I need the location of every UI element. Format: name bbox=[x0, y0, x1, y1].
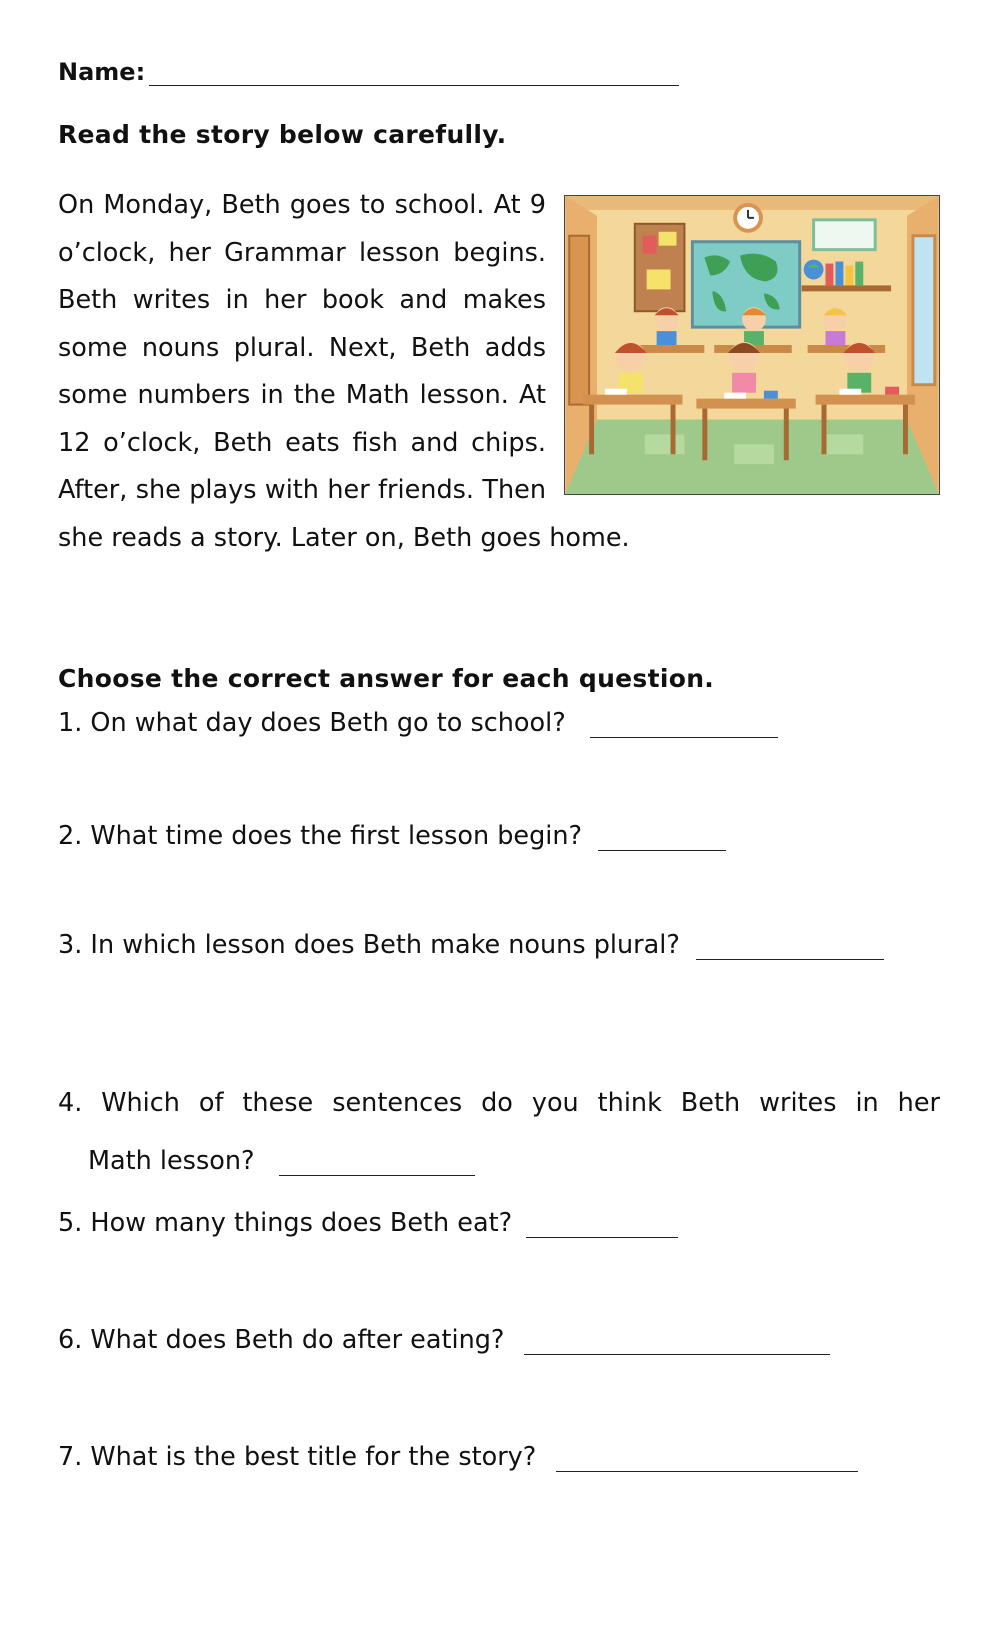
story-text: On Monday, Beth goes to school. At 9 o’clock, her Grammar lesson begins. Beth writes in her book and makes some nouns plural. Next, Beth adds some numbers in the Math lesson. At 12 o’clock, Beth eats fish and chips. After, she plays with her friends. Then she reads a story. Later on, Beth goes home. bbox=[58, 190, 630, 553]
answer-blank-4[interactable] bbox=[279, 1149, 475, 1176]
answer-blank-6[interactable] bbox=[524, 1328, 830, 1355]
name-label: Name: bbox=[58, 58, 146, 86]
answer-blank-7[interactable] bbox=[556, 1445, 858, 1472]
answer-blank-2[interactable] bbox=[598, 824, 726, 851]
question-4-line-1: 4. Which of these sentences do you think Beth writes in her bbox=[58, 1088, 940, 1118]
classroom-illustration bbox=[564, 195, 940, 495]
question-6 bbox=[58, 1325, 830, 1355]
question-7 bbox=[58, 1442, 858, 1472]
answer-blank-1[interactable] bbox=[590, 711, 778, 738]
question-3-text: 3. In which lesson does Beth make nouns plural? bbox=[58, 930, 680, 960]
question-2-text: 2. What time does the first lesson begin? bbox=[58, 821, 583, 851]
question-5 bbox=[58, 1208, 678, 1238]
question-1-text: 1. On what day does Beth go to school? bbox=[58, 708, 566, 738]
question-1 bbox=[58, 708, 778, 738]
question-4-line-2: Math lesson? bbox=[88, 1146, 255, 1176]
question-7-text: 7. What is the best title for the story? bbox=[58, 1442, 537, 1472]
read-instruction: Read the story below carefully. bbox=[58, 120, 507, 149]
question-5-text: 5. How many things does Beth eat? bbox=[58, 1208, 513, 1238]
story-block bbox=[58, 182, 940, 562]
name-row bbox=[58, 58, 679, 86]
answer-blank-3[interactable] bbox=[696, 933, 884, 960]
question-6-text: 6. What does Beth do after eating? bbox=[58, 1325, 505, 1355]
name-blank[interactable] bbox=[149, 61, 679, 86]
question-2 bbox=[58, 821, 726, 851]
question-4 bbox=[58, 1088, 940, 1176]
question-3 bbox=[58, 930, 884, 960]
choose-instruction: Choose the correct answer for each question. bbox=[58, 664, 715, 693]
answer-blank-5[interactable] bbox=[526, 1211, 678, 1238]
